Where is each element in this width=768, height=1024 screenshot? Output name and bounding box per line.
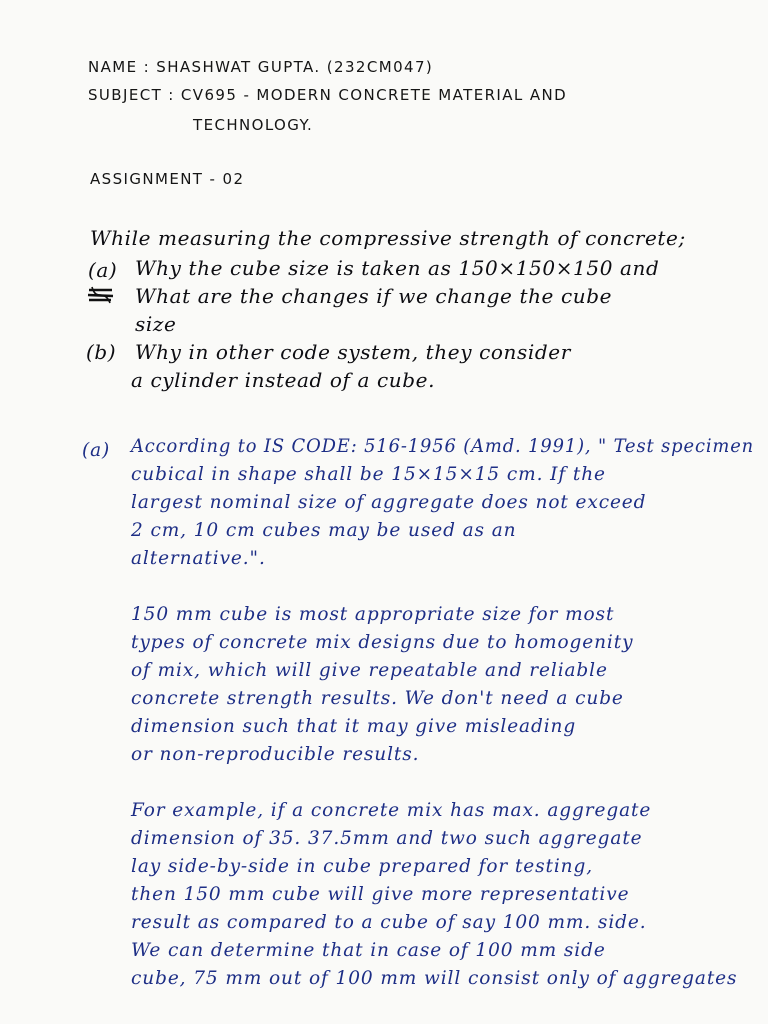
answer-p2-line-1: 150 mm cube is most appropriate size for most [131, 604, 615, 625]
answer-p2-line-2: types of concrete mix designs due to homogenity [131, 632, 634, 653]
scribble-mark [86, 284, 116, 306]
question-a-line-1: Why the cube size is taken as 150×150×150 and [135, 256, 660, 280]
answer-p3-line-6: We can determine that in case of 100 mm side [131, 940, 606, 961]
answer-p2-line-6: or non-reproducible results. [131, 744, 420, 765]
question-intro: While measuring the compressive strength of concrete; [90, 226, 686, 250]
answer-p3-line-2: dimension of 35. 37.5mm and two such aggregate [131, 828, 643, 849]
answer-label: (a) [82, 440, 111, 461]
name-line: NAME : SHASHWAT GUPTA. (232CM047) [88, 58, 434, 76]
answer-p1-line-2: cubical in shape shall be 15×15×15 cm. If the [131, 464, 606, 485]
answer-p3-line-7: cube, 75 mm out of 100 mm will consist only of aggregates [131, 968, 738, 989]
answer-p1-line-4: 2 cm, 10 cm cubes may be used as an [131, 520, 517, 541]
answer-p3-line-3: lay side-by-side in cube prepared for testing, [131, 856, 594, 877]
question-b-line-2: a cylinder instead of a cube. [131, 368, 436, 392]
question-a-line-2: What are the changes if we change the cube [135, 284, 613, 308]
question-b-line-1: Why in other code system, they consider [135, 340, 571, 364]
assignment-title: ASSIGNMENT - 02 [90, 170, 245, 188]
question-a-label: (a) [88, 258, 118, 282]
answer-p3-line-1: For example, if a concrete mix has max. aggregate [131, 800, 652, 821]
answer-p1-line-5: alternative.". [131, 548, 266, 569]
answer-p2-line-5: dimension such that it may give misleading [131, 716, 577, 737]
answer-p2-line-3: of mix, which will give repeatable and reliable [131, 660, 608, 681]
answer-p3-line-5: result as compared to a cube of say 100 mm. side. [131, 912, 647, 933]
answer-p3-line-4: then 150 mm cube will give more representative [131, 884, 630, 905]
answer-p1-line-1: According to IS CODE: 516-1956 (Amd. 1991), " Test specimen [131, 436, 755, 457]
question-b-label: (b) [86, 340, 117, 364]
answer-p1-line-3: largest nominal size of aggregate does not exceed [131, 492, 647, 513]
subject-line: SUBJECT : CV695 - MODERN CONCRETE MATERIAL AND [88, 86, 568, 104]
answer-p2-line-4: concrete strength results. We don't need a cube [131, 688, 624, 709]
question-a-line-3: size [135, 312, 177, 336]
subject-continuation: TECHNOLOGY. [193, 116, 314, 134]
